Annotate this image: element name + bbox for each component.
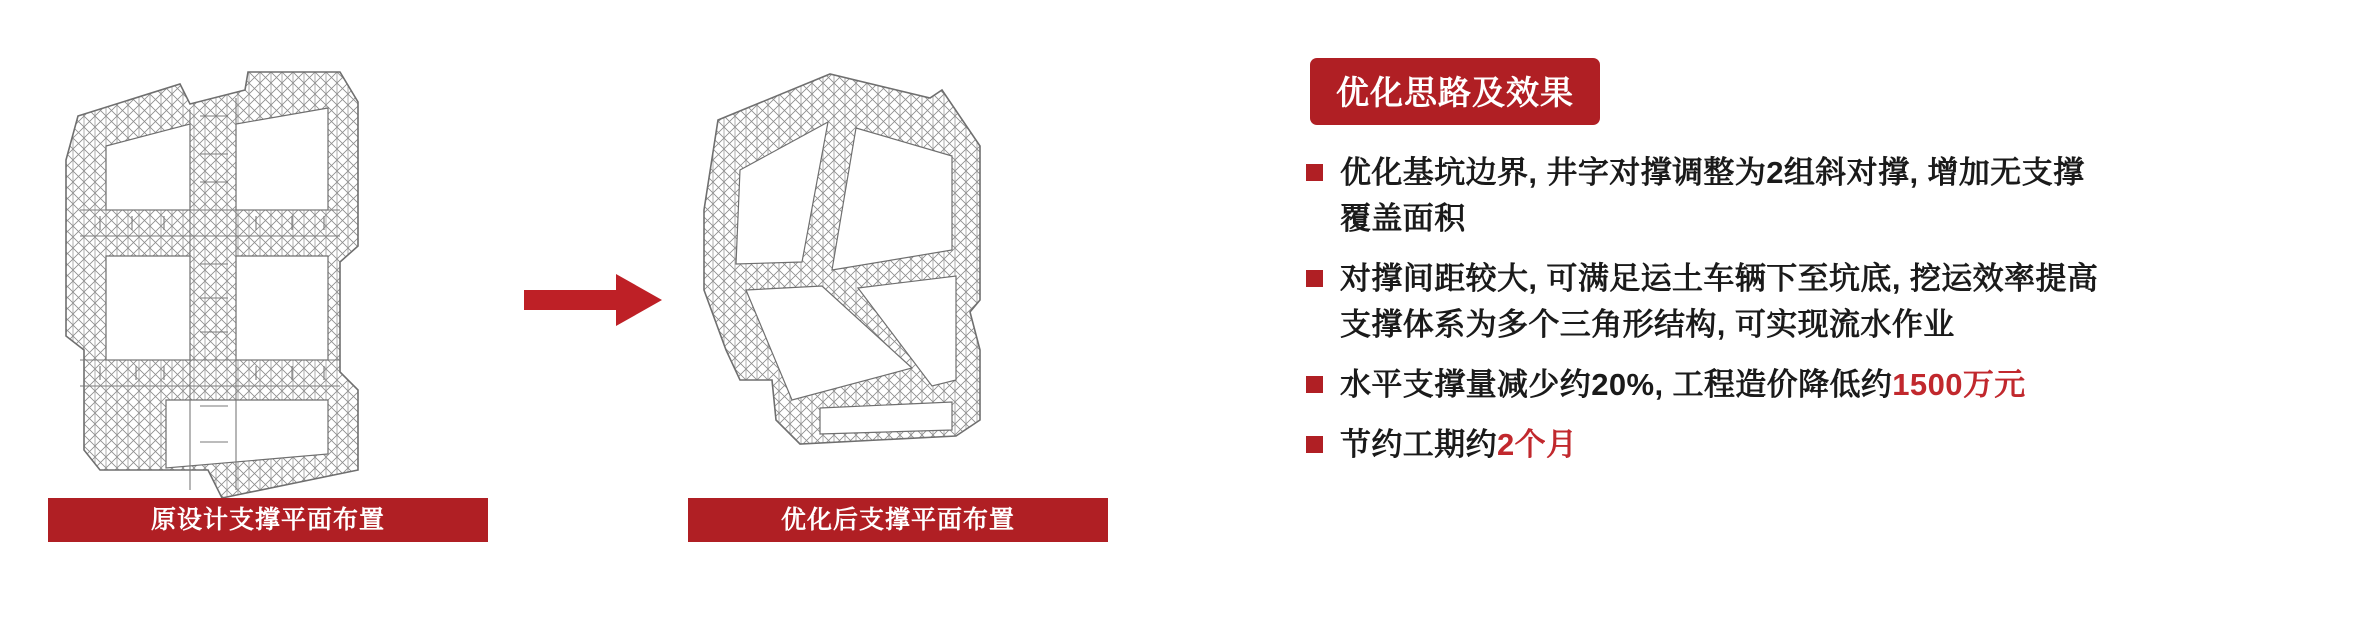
original-plan-figure: [40, 50, 500, 540]
list-item: [1306, 150, 2346, 242]
list-item: [1306, 422, 2346, 468]
bullet-line: 支撑体系为多个三角形结构, 可实现流水作业: [1340, 307, 1955, 342]
square-bullet-icon: [1306, 436, 1323, 453]
square-bullet-icon: [1306, 270, 1323, 287]
optimized-plan-caption: 优化后支撑平面布置: [688, 498, 1108, 542]
right-arrow-icon: [524, 272, 664, 328]
panel-heading: 优化思路及效果: [1310, 58, 1600, 125]
bullet-line: 覆盖面积: [1340, 201, 1466, 236]
excavation-plan-original-icon: [40, 50, 500, 510]
list-item: [1306, 256, 2346, 348]
excavation-plan-optimized-icon: [680, 50, 1110, 510]
list-item: [1306, 362, 2346, 408]
bullet-line: [1340, 362, 2026, 408]
square-bullet-icon: [1306, 376, 1323, 393]
bullet-highlight: 1500万元: [1892, 367, 2026, 402]
bullet-line: 优化基坑边界, 井字对撑调整为2组斜对撑, 增加无支撑: [1340, 155, 2085, 190]
bullet-line: [1340, 422, 1577, 468]
bullet-list: [1306, 150, 2346, 482]
bullet-text: [1340, 422, 1577, 468]
optimized-plan-figure: [680, 50, 1110, 540]
bullet-text: [1340, 150, 2085, 242]
original-plan-caption: 原设计支撑平面布置: [48, 498, 488, 542]
bullet-text: [1340, 362, 2026, 408]
bullet-highlight: 2个月: [1497, 427, 1578, 462]
bullet-text: [1340, 256, 2098, 348]
bullet-line: 对撑间距较大, 可满足运土车辆下至坑底, 挖运效率提高: [1340, 261, 2099, 296]
bullet-line-text: 节约工期约: [1340, 427, 1497, 462]
square-bullet-icon: [1306, 164, 1323, 181]
bullet-line-text: 水平支撑量减少约20%, 工程造价降低约: [1340, 367, 1893, 402]
heading-wrap: [1310, 58, 1600, 125]
text-panel: [1300, 0, 2362, 621]
